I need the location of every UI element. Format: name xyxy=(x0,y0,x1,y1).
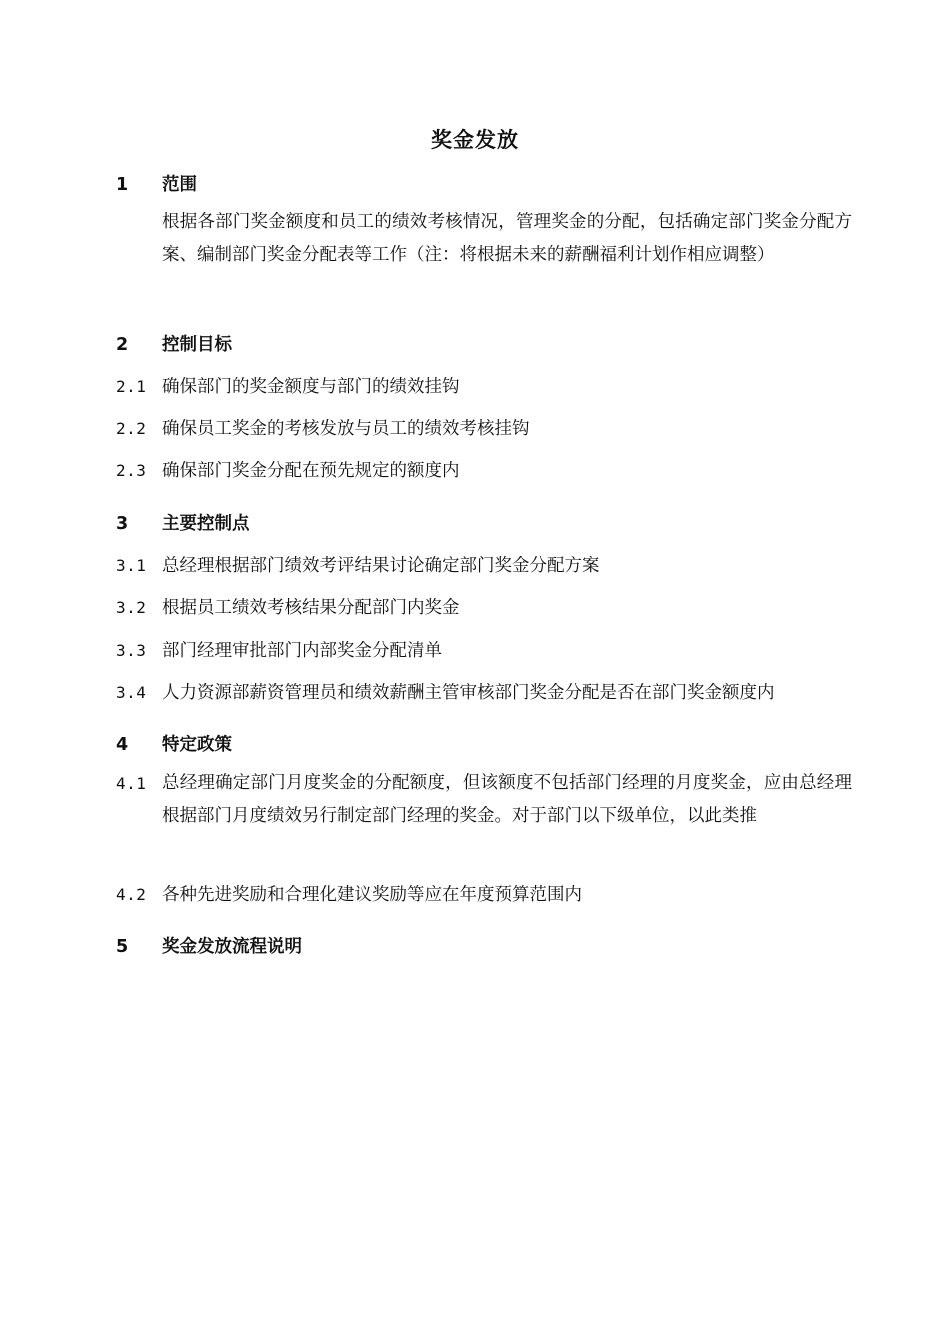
section-heading-3 xyxy=(116,510,250,535)
item-number: 4.1 xyxy=(116,774,147,793)
scope-paragraph: 根据各部门奖金额度和员工的绩效考核情况，管理奖金的分配，包括确定部门奖金分配方案、编制部门奖金分配表等工作（注：将根据未来的薪酬福利计划作相应调整） xyxy=(162,212,852,265)
item-number: 2.3 xyxy=(116,461,147,480)
item-text: 总经理确定部门月度奖金的分配额度，但该额度不包括部门经理的月度奖金，应由总经理根据部门月度绩效另行制定部门经理的奖金。对于部门以下级单位，以此类推 xyxy=(162,773,852,826)
item-number: 3.3 xyxy=(116,641,147,660)
item-text: 确保部门奖金分配在预先规定的额度内 xyxy=(162,461,460,481)
item-text: 确保员工奖金的考核发放与员工的绩效考核挂钩 xyxy=(162,419,530,439)
item-text: 部门经理审批部门内部奖金分配清单 xyxy=(162,641,442,661)
list-item xyxy=(116,881,582,906)
item-text: 根据员工绩效考核结果分配部门内奖金 xyxy=(162,598,460,618)
item-text: 总经理根据部门绩效考评结果讨论确定部门奖金分配方案 xyxy=(162,556,600,576)
section-title: 主要控制点 xyxy=(162,514,250,534)
item-text: 确保部门的奖金额度与部门的绩效挂钩 xyxy=(162,377,460,397)
section-heading-4 xyxy=(116,731,232,756)
item-number: 3.2 xyxy=(116,598,147,617)
section-number: 3 xyxy=(116,514,129,534)
section-number: 1 xyxy=(116,175,129,195)
section-title: 控制目标 xyxy=(162,335,232,355)
section-heading-1 xyxy=(116,171,197,196)
item-number: 3.4 xyxy=(116,683,147,702)
section-title: 特定政策 xyxy=(162,735,232,755)
list-item xyxy=(116,457,460,482)
list-item xyxy=(116,415,530,440)
section-title: 奖金发放流程说明 xyxy=(162,937,302,957)
item-number: 2.1 xyxy=(116,377,147,396)
item-text: 人力资源部薪资管理员和绩效薪酬主管审核部门奖金分配是否在部门奖金额度内 xyxy=(162,683,775,703)
section-heading-5 xyxy=(116,933,302,958)
section-title: 范围 xyxy=(162,175,197,195)
document-title: 奖金发放 xyxy=(431,128,519,152)
section-number: 5 xyxy=(116,937,129,957)
list-item xyxy=(116,594,460,619)
list-item xyxy=(116,552,600,577)
section-heading-2 xyxy=(116,331,232,356)
section-number: 2 xyxy=(116,335,129,355)
item-text: 各种先进奖励和合理化建议奖励等应在年度预算范围内 xyxy=(162,885,582,905)
list-item xyxy=(116,679,775,704)
item-number: 2.2 xyxy=(116,419,147,438)
section-number: 4 xyxy=(116,735,129,755)
list-item xyxy=(116,637,442,662)
list-item xyxy=(116,373,460,398)
item-number: 3.1 xyxy=(116,556,147,575)
item-number: 4.2 xyxy=(116,885,147,904)
